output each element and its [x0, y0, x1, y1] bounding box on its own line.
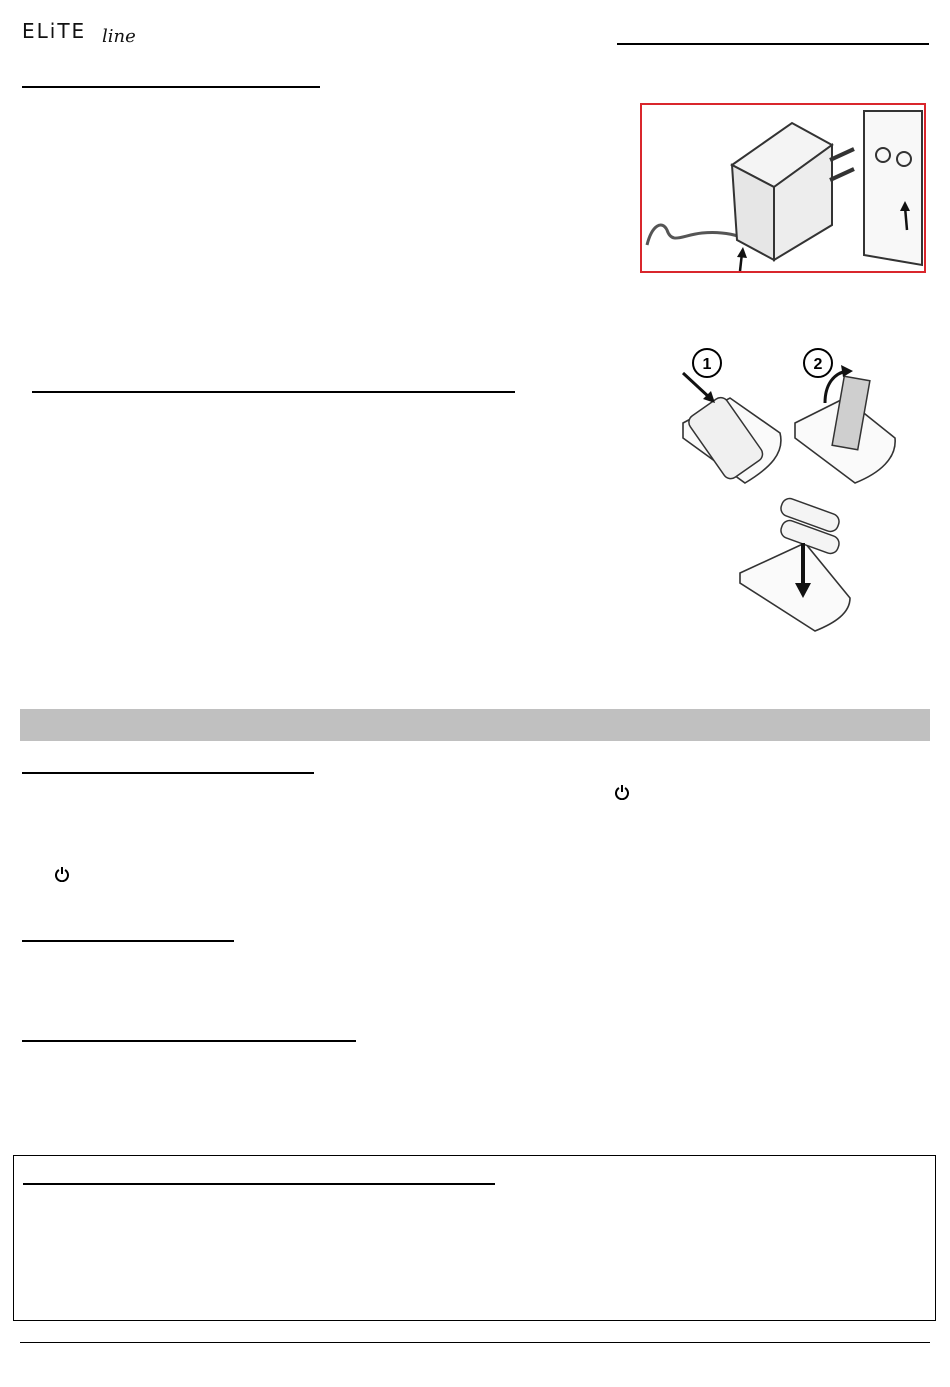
heading-underline-1 [22, 86, 320, 88]
heading-underline-5 [22, 1040, 356, 1042]
footer-rule [20, 1342, 930, 1343]
section-bar [20, 709, 930, 741]
step1-label: 1 [702, 356, 712, 373]
heading-underline-2 [32, 391, 515, 393]
notice-box [13, 1155, 936, 1321]
notice-heading-underline [23, 1183, 495, 1185]
step2-label: 2 [813, 356, 823, 373]
power-symbol-icon [54, 866, 70, 882]
header-rule [617, 43, 929, 45]
logo-brand-text: ELiTE [22, 19, 87, 43]
adapter-figure [640, 103, 926, 273]
logo-script-text: line [102, 26, 136, 47]
power-adapter-illustration [642, 105, 924, 271]
power-symbol-icon [614, 784, 630, 800]
remote-figure [675, 343, 915, 635]
heading-underline-3 [22, 772, 314, 774]
remote-battery-illustration [675, 343, 915, 635]
heading-underline-4 [22, 940, 234, 942]
elite-line-logo [22, 14, 142, 48]
